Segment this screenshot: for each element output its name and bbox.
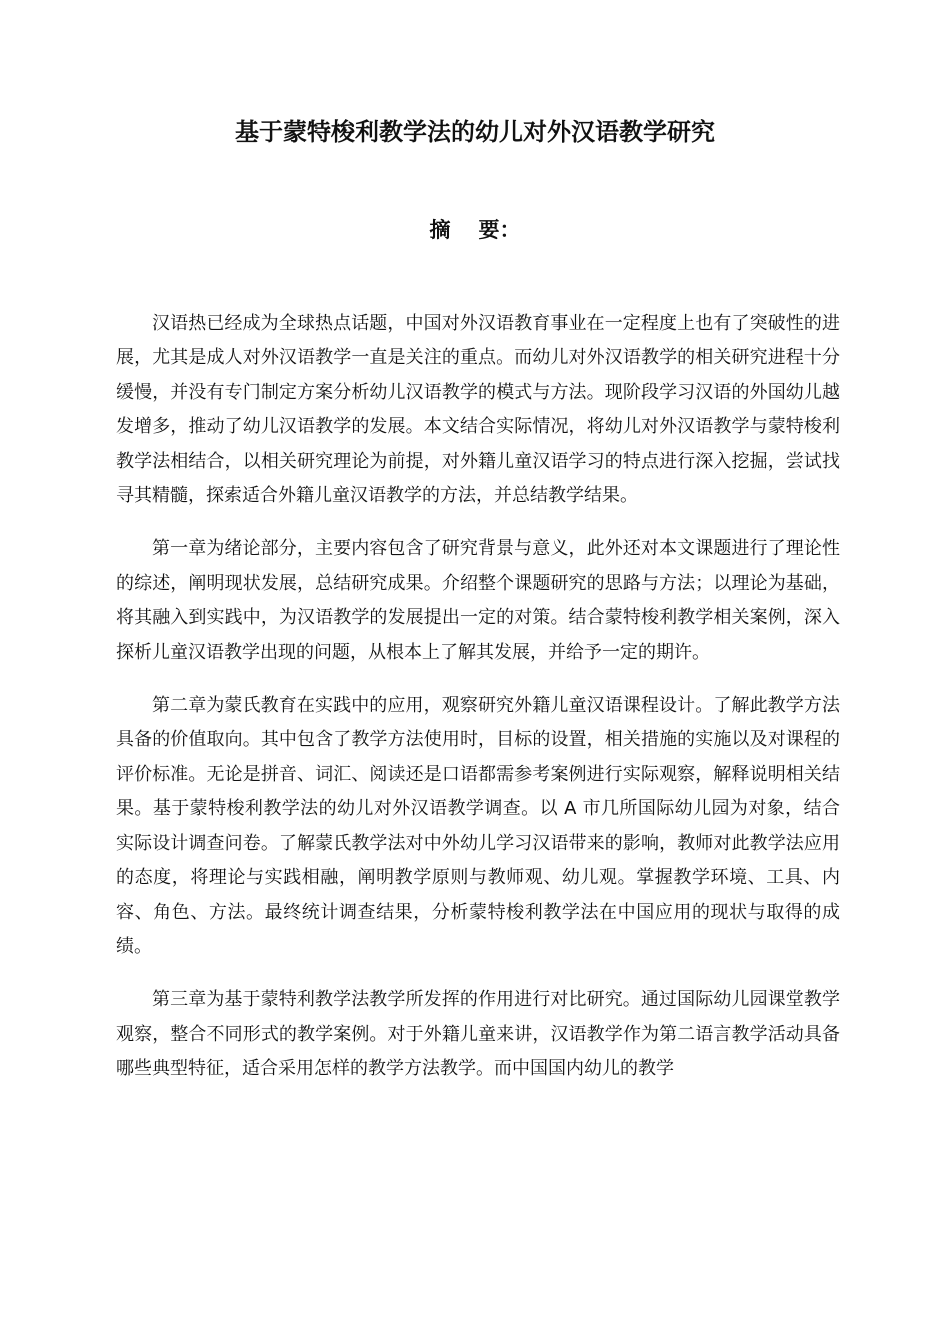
- abstract-body: [116, 307, 840, 1106]
- abstract-paragraph-2: 第一章为绪论部分，主要内容包含了研究背景与意义，此外还对本文课题进行了理论性的综述，阐明现状发展，总结研究成果。介绍整个课题研究的思路与方法；以理论为基础，将其融入到实践中，为汉语教学的发展提出一定的对策。结合蒙特梭利教学相关案例，深入探析儿童汉语教学出现的问题，从根本上了解其发展，并给予一定的期许。: [116, 538, 840, 663]
- abstract-heading: [0, 214, 950, 246]
- abstract-heading-part1: 摘: [429, 217, 451, 242]
- abstract-paragraph-1: 汉语热已经成为全球热点话题，中国对外汉语教育事业在一定程度上也有了突破性的进展，尤其是成人对外汉语教学一直是关注的重点。而幼儿对外汉语教学的相关研究进程十分缓慢，并没有专门制定方案分析幼儿汉语教学的模式与方法。现阶段学习汉语的外国幼儿越发增多，推动了幼儿汉语教学的发展。本文结合实际情况，将幼儿对外汉语教学与蒙特梭利教学法相结合，以相关研究理论为前提，对外籍儿童汉语学习的特点进行深入挖掘，尝试找寻其精髓，探索适合外籍儿童汉语教学的方法，并总结教学结果。: [116, 313, 840, 507]
- abstract-heading-part2: 要：: [478, 217, 521, 242]
- abstract-paragraph-4: 第三章为基于蒙特利教学法教学所发挥的作用进行对比研究。通过国际幼儿园课堂教学观察，整合不同形式的教学案例。对于外籍儿童来讲，汉语教学作为第二语言教学活动具备哪些典型特征，适合采用怎样的教学方法教学。而中国国内幼儿的教学: [116, 989, 840, 1080]
- document-title: 基于蒙特梭利教学法的幼儿对外汉语教学研究: [235, 117, 715, 146]
- abstract-paragraph-3: 第二章为蒙氏教育在实践中的应用，观察研究外籍儿童汉语课程设计。了解此教学方法具备的价值取向。其中包含了教学方法使用时，目标的设置，相关措施的实施以及对课程的评价标准。无论是拼音、词汇、阅读还是口语都需参考案例进行实际观察，解释说明相关结果。基于蒙特梭利教学法的幼儿对外汉语教学调查。以 A 市几所国际幼儿园为对象，结合实际设计调查问卷。了解蒙氏教学法对中外幼儿学习汉语带来的影响，教师对此教学法应用的态度，将理论与实践相融，阐明教学原则与教师观、幼儿观。掌握教学环境、工具、内容、角色、方法。最终统计调查结果，分析蒙特梭利教学法在中国应用的现状与取得的成绩。: [116, 695, 840, 957]
